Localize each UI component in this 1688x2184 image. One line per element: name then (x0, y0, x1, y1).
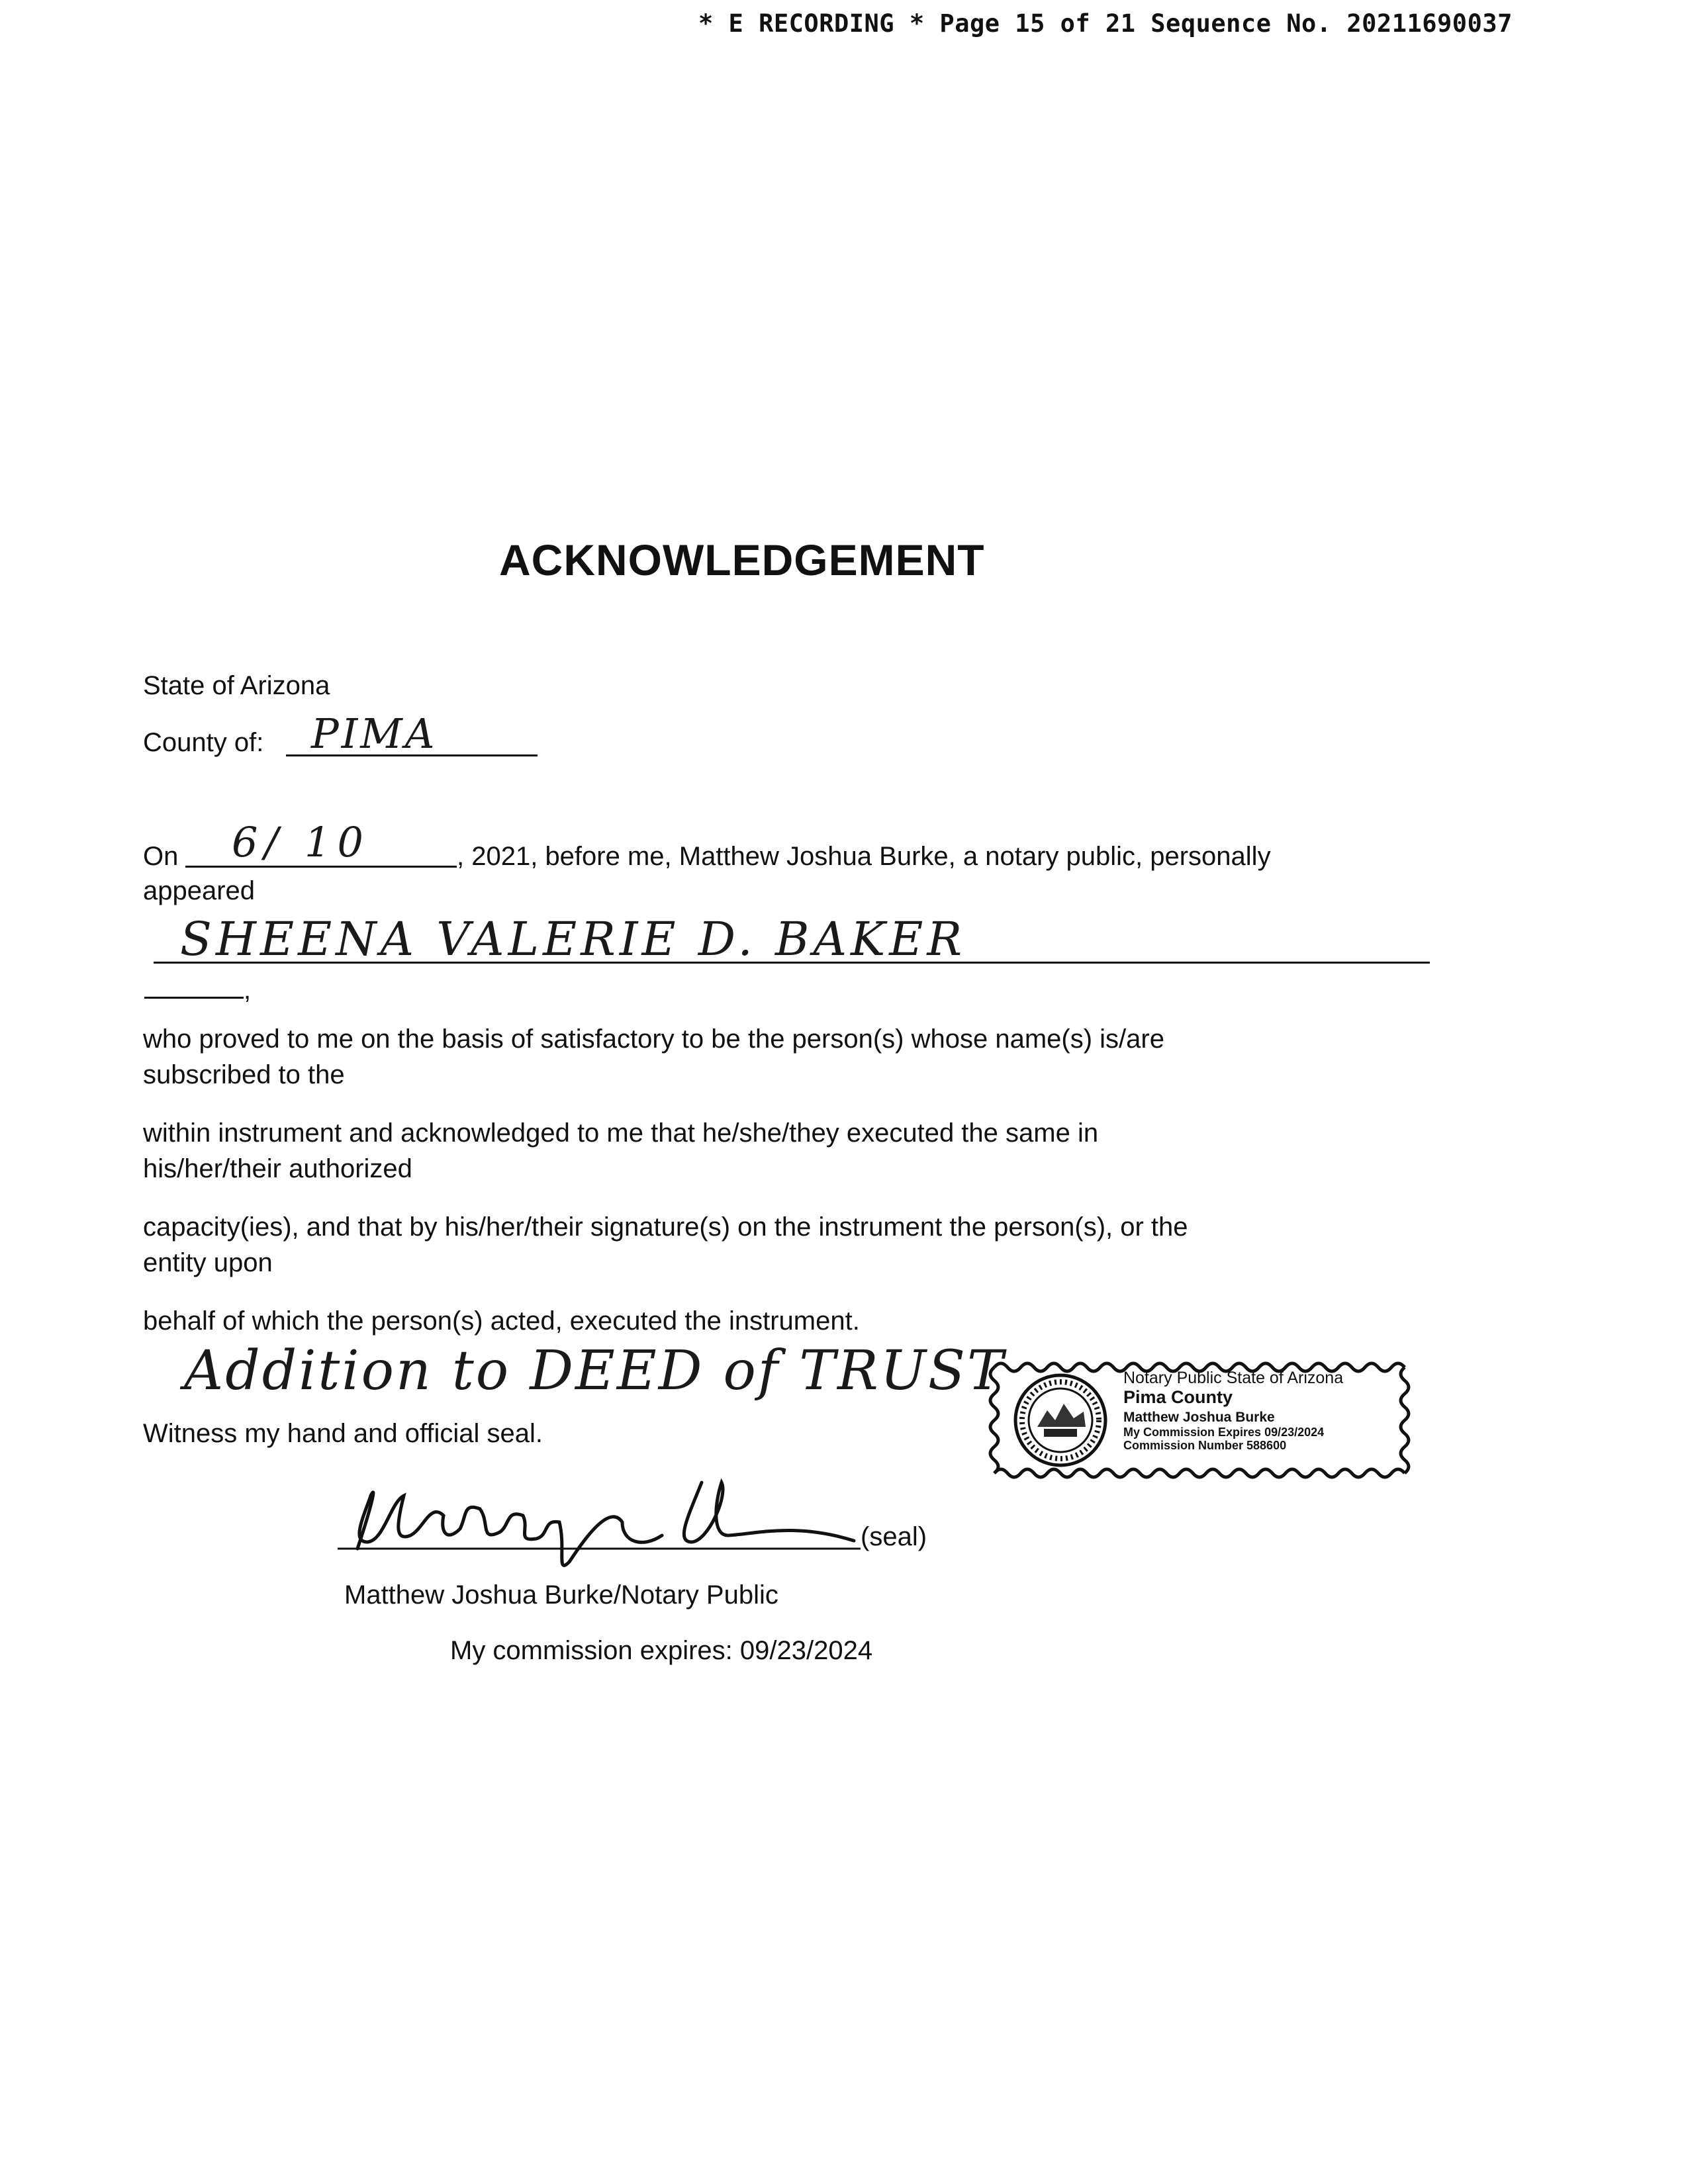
notary-signature (331, 1456, 874, 1582)
on-line-text: , 2021, before me, Matthew Joshua Burke, a notary public, personally (457, 842, 1271, 871)
stamp-line-2: Pima County (1123, 1387, 1233, 1407)
stamp-line-5: Commission Number 588600 (1123, 1439, 1287, 1452)
stamp-line-3: Matthew Joshua Burke (1123, 1410, 1275, 1425)
paragraph-2-line-2: his/her/their authorized (143, 1154, 412, 1183)
appeared-name-handwritten: SHEENA VALERIE D. BAKER (180, 912, 966, 966)
notary-name-line: Matthew Joshua Burke/Notary Public (344, 1580, 778, 1610)
paragraph-3-line-2: entity upon (143, 1248, 273, 1277)
comma-after-blank: , (244, 976, 252, 1005)
handwritten-note: Addition to DEED of TRUST (184, 1340, 1006, 1402)
short-blank-underline (144, 997, 244, 999)
seal-label: (seal) (861, 1522, 927, 1551)
date-handwritten: 6/ 10 (232, 818, 370, 866)
state-line: State of Arizona (143, 671, 330, 700)
commission-line: My commission expires: 09/23/2024 (450, 1636, 873, 1665)
paragraph-1-line-1: who proved to me on the basis of satisfactory to be the person(s) whose name(s) is/are (143, 1024, 1164, 1054)
behalf-line: behalf of which the person(s) acted, executed the instrument. (143, 1306, 860, 1336)
paragraph-2-line-1: within instrument and acknowledged to me that he/she/they executed the same in (143, 1118, 1099, 1148)
appeared-label: appeared (143, 876, 256, 905)
county-handwritten: PIMA (311, 709, 438, 758)
stamp-line-4: My Commission Expires 09/23/2024 (1123, 1426, 1325, 1439)
on-label: On (143, 842, 179, 871)
witness-line: Witness my hand and official seal. (143, 1419, 543, 1448)
recording-header: * E RECORDING * Page 15 of 21 Sequence No. 20211690037 (698, 9, 1513, 38)
paragraph-1-line-2: subscribed to the (143, 1060, 345, 1089)
stamp-line-1: Notary Public State of Arizona (1123, 1369, 1344, 1387)
county-label: County of: (143, 728, 264, 757)
document-title: ACKNOWLEDGEMENT (499, 535, 985, 584)
arizona-state-seal-icon (1008, 1371, 1113, 1470)
notary-stamp (988, 1354, 1411, 1486)
paragraph-3-line-1: capacity(ies), and that by his/her/their signature(s) on the instrument the person(s), or the (143, 1212, 1188, 1242)
